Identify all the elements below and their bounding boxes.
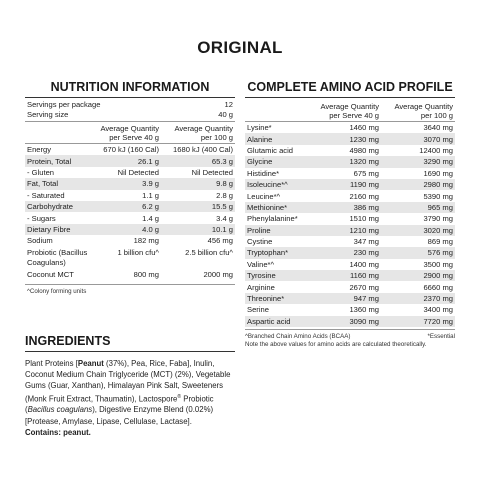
ing-part: Probiotic ( xyxy=(25,394,214,415)
nutrient-name: Tyrosine xyxy=(247,271,276,281)
servings-label: Servings per package xyxy=(27,100,101,109)
ingredients-text xyxy=(25,358,235,427)
servings-value: 12 xyxy=(224,100,233,109)
nutrient-per100: 5390 mg xyxy=(423,191,453,201)
table-row xyxy=(245,213,455,224)
nutrient-name: Arginine xyxy=(247,282,275,292)
nutrient-serve: 675 mg xyxy=(353,168,379,178)
table-row xyxy=(245,316,455,327)
contains-statement: Contains: peanut. xyxy=(25,427,91,437)
nutrient-serve: Nil Detected xyxy=(117,167,159,177)
table-row xyxy=(25,144,235,155)
table-row xyxy=(245,122,455,133)
nutrient-serve: 1190 mg xyxy=(350,180,379,190)
table-row xyxy=(245,236,455,247)
serving-info xyxy=(25,100,235,122)
nutrient-name: Histidine* xyxy=(247,168,280,178)
nutrient-name: Valine*^ xyxy=(247,259,275,269)
nutrient-serve: 1.1 g xyxy=(142,190,159,200)
nutrition-heading: NUTRITION INFORMATION xyxy=(25,80,235,98)
nutrient-name: Carbohydrate xyxy=(27,202,74,212)
nutrient-per100: 1680 kJ (400 Cal) xyxy=(173,145,233,155)
ing-part: ), Digestive Enzyme Blend (0.02%) [Protease, Amylase, Lipase, Cellulase, Lactase]. xyxy=(25,405,214,426)
nutrient-per100: 15.5 g xyxy=(211,202,233,212)
col-per-serve: Average Quantity per Serve 40 g xyxy=(320,102,379,120)
amino-panel xyxy=(245,80,455,349)
amino-heading: COMPLETE AMINO ACID PROFILE xyxy=(245,80,455,98)
col-per-100: Average Quantity per 100 g xyxy=(174,124,233,142)
nutrient-per100: 3020 mg xyxy=(423,225,453,235)
table-row xyxy=(245,259,455,270)
nutrition-column-header xyxy=(25,122,235,144)
nutrition-footnote: ^Colony forming units xyxy=(25,284,235,295)
nutrient-per100: 3400 mg xyxy=(423,305,453,315)
nutrient-per100: 2900 mg xyxy=(423,271,453,281)
nutrient-name: Leucine*^ xyxy=(247,191,281,201)
nutrient-name: Aspartic acid xyxy=(247,316,291,326)
nutrient-per100: 3.4 g xyxy=(216,213,233,223)
nutrient-name: Isoleucine*^ xyxy=(247,180,288,190)
nutrient-per100: 3290 mg xyxy=(423,157,453,167)
nutrient-serve: 3090 mg xyxy=(349,316,379,326)
nutrient-serve: 4980 mg xyxy=(349,145,379,155)
nutrient-name: - Sugars xyxy=(27,213,56,223)
amino-rows xyxy=(245,122,455,327)
serving-size-label: Serving size xyxy=(27,110,69,119)
bcaa-footnote: ^Branched Chain Amino Acids (BCAA) xyxy=(245,333,351,341)
table-row xyxy=(245,247,455,258)
nutrient-serve: 1 billion cfu^ xyxy=(117,247,159,257)
table-row xyxy=(245,202,455,213)
nutrient-name: Proline xyxy=(247,225,271,235)
nutrient-name: - Gluten xyxy=(27,167,55,177)
nutrient-per100: 12400 mg xyxy=(419,145,453,155)
nutrient-serve: 386 mg xyxy=(353,202,379,212)
nutrition-rows xyxy=(25,144,235,247)
ingredients-section xyxy=(25,334,235,438)
nutrient-serve: 4.0 g xyxy=(142,224,159,234)
essential-footnote: *Essential xyxy=(427,333,455,341)
nutrient-per100: 9.8 g xyxy=(216,179,233,189)
nutrition-panel xyxy=(25,80,235,295)
nutrient-name: Dietary Fibre xyxy=(27,224,71,234)
nutrient-name: Glutamic acid xyxy=(247,145,294,155)
nutrient-serve: 2160 mg xyxy=(349,191,379,201)
nutrient-serve: 1400 mg xyxy=(349,259,379,269)
table-row xyxy=(25,235,235,246)
nutrient-serve: 2670 mg xyxy=(349,282,379,292)
nutrient-name: Cystine xyxy=(247,237,273,247)
serving-size-row xyxy=(25,110,235,120)
table-row xyxy=(25,190,235,201)
table-row xyxy=(25,167,235,178)
nutrient-per100: 6660 mg xyxy=(423,282,453,292)
nutrient-serve: 347 mg xyxy=(353,237,379,247)
nutrient-serve: 6.2 g xyxy=(142,202,159,212)
nutrient-serve: 1210 mg xyxy=(349,225,379,235)
nutrient-per100: 2980 mg xyxy=(423,180,453,190)
nutrient-name: - Saturated xyxy=(27,190,65,200)
table-row xyxy=(245,179,455,190)
nutrient-per100: 3640 mg xyxy=(423,123,453,133)
ingredients-heading: INGREDIENTS xyxy=(25,334,235,352)
ing-reg: ® xyxy=(177,393,182,400)
nutrient-per100: 2.5 billion cfu^ xyxy=(185,247,233,257)
nutrient-name: Sodium xyxy=(27,236,53,246)
nutrient-serve: 1510 mg xyxy=(349,214,379,224)
table-row xyxy=(245,304,455,315)
amino-footnotes xyxy=(245,329,455,341)
nutrient-per100: 7720 mg xyxy=(423,316,453,326)
amino-note: Note the above values for amino acids are calculated theoretically. xyxy=(245,341,427,349)
nutrient-name: Coconut MCT xyxy=(27,269,74,279)
table-row xyxy=(245,270,455,281)
nutrient-name: Threonine* xyxy=(247,294,285,304)
col-per-serve: Average Quantity per Serve 40 g xyxy=(100,124,159,142)
nutrient-per100: 2000 mg xyxy=(203,269,233,279)
nutrient-per100: Nil Detected xyxy=(191,167,233,177)
table-row xyxy=(245,156,455,167)
nutrient-per100: 869 mg xyxy=(427,237,453,247)
page-title: ORIGINAL xyxy=(197,38,283,57)
table-row xyxy=(245,133,455,144)
nutrient-serve: 3.9 g xyxy=(142,179,159,189)
nutrient-serve: 1160 mg xyxy=(350,271,379,281)
nutrient-per100: 2.8 g xyxy=(216,190,233,200)
ing-peanut: Peanut xyxy=(77,359,104,368)
servings-row xyxy=(25,100,235,110)
nutrient-name: Glycine xyxy=(247,157,273,167)
amino-column-header xyxy=(245,100,455,122)
col-per-100: Average Quantity per 100 g xyxy=(394,102,453,120)
table-row xyxy=(25,178,235,189)
table-row xyxy=(245,281,455,292)
table-row xyxy=(25,155,235,166)
table-row xyxy=(25,212,235,223)
nutrient-per100: 456 mg xyxy=(207,236,233,246)
table-row xyxy=(25,224,235,235)
table-row xyxy=(25,247,235,269)
nutrient-name: Phenylalanine* xyxy=(247,214,298,224)
nutrient-per100: 3790 mg xyxy=(423,214,453,224)
nutrient-name: Fat, Total xyxy=(27,179,59,189)
nutrient-serve: 1230 mg xyxy=(349,134,379,144)
nutrient-serve: 1360 mg xyxy=(349,305,379,315)
table-row xyxy=(245,190,455,201)
nutrient-per100: 10.1 g xyxy=(211,224,233,234)
table-row xyxy=(245,168,455,179)
nutrient-serve: 182 mg xyxy=(133,236,159,246)
nutrient-name: Probiotic (Bacillus Coagulans) xyxy=(27,247,88,267)
nutrient-serve: 1460 mg xyxy=(349,123,379,133)
table-row xyxy=(25,201,235,212)
nutrient-per100: 3500 mg xyxy=(423,259,453,269)
nutrient-serve: 230 mg xyxy=(353,248,379,258)
nutrient-serve: 670 kJ (160 Cal) xyxy=(103,145,159,155)
nutrient-per100: 965 mg xyxy=(427,202,453,212)
ing-part: Plant Proteins [ xyxy=(25,359,78,368)
nutrient-name: Lysine* xyxy=(247,123,272,133)
table-row xyxy=(245,145,455,156)
nutrient-per100: 576 mg xyxy=(427,248,453,258)
nutrient-serve: 800 mg xyxy=(133,269,159,279)
nutrient-name: Alanine xyxy=(247,134,273,144)
nutrient-name: Protein, Total xyxy=(27,156,72,166)
nutrient-serve: 1320 mg xyxy=(349,157,379,167)
ing-part: (37%), Pea, Rice, Faba], Inulin, Coconut Medium Chain Triglyceride (MCT) (2%), Vegetable Gums (Guar, Xanthan), Himalayan Pink Salt, Sweeteners (Monk Fruit Extract, Thaumatin), Lactospore xyxy=(25,359,231,404)
nutrient-name: Methionine* xyxy=(247,202,288,212)
nutrient-serve: 1.4 g xyxy=(142,213,159,223)
table-row xyxy=(245,293,455,304)
ing-bacillus: Bacillus coagulans xyxy=(27,405,93,415)
nutrient-name: Serine xyxy=(247,305,269,315)
table-row xyxy=(245,225,455,236)
nutrient-name: Energy xyxy=(27,145,52,155)
nutrient-serve: 947 mg xyxy=(353,294,379,304)
serving-size-value: 40 g xyxy=(218,110,233,119)
nutrient-per100: 1690 mg xyxy=(423,168,453,178)
nutrient-per100: 65.3 g xyxy=(211,156,233,166)
nutrient-per100: 3070 mg xyxy=(423,134,453,144)
nutrient-name: Tryptophan* xyxy=(247,248,289,258)
table-row xyxy=(25,269,235,280)
nutrient-serve: 26.1 g xyxy=(137,156,159,166)
nutrient-per100: 2370 mg xyxy=(423,294,453,304)
